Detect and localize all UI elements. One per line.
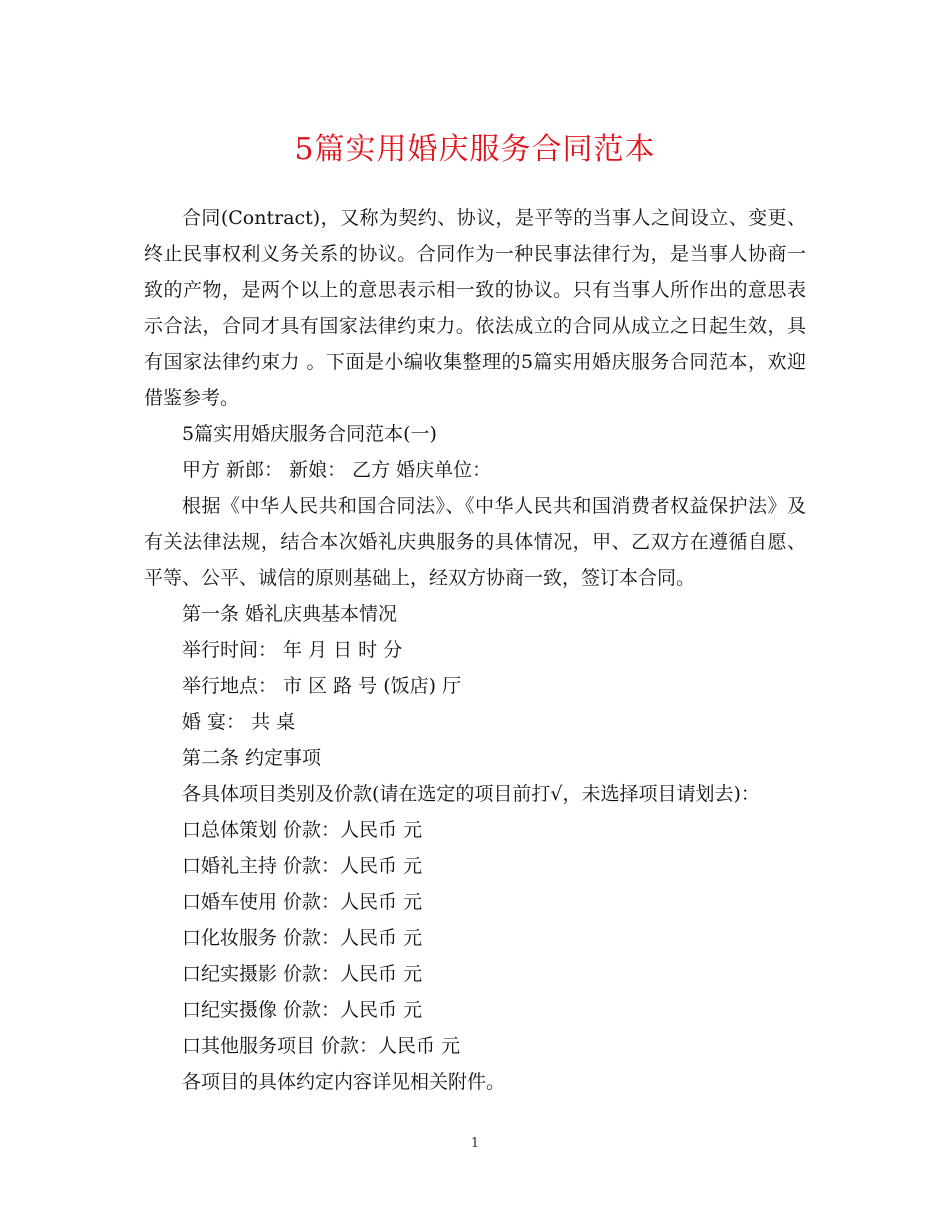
item-line: 口纪实摄影 价款：人民币 元 (182, 963, 423, 985)
section-heading: 5篇实用婚庆服务合同范本(一) (182, 423, 437, 445)
item-line: 口纪实摄像 价款：人民币 元 (182, 999, 423, 1021)
document-title: 5篇实用婚庆服务合同范本 (294, 132, 656, 167)
article1-heading: 第一条 婚礼庆典基本情况 (182, 603, 398, 625)
item-line: 口婚车使用 价款：人民币 元 (182, 891, 423, 913)
time-line: 举行时间： 年 月 日 时 分 (182, 639, 403, 661)
basis-paragraph: 根据《中华人民共和国合同法》、《中华人民共和国消费者权益保护法》及有关法律法规，结合本次婚礼庆典服务的具体情况，甲、乙双方在遵循自愿、平等、公平、诚信的原则基础上，经双方协商一致，签订本合同。 (144, 495, 806, 589)
item-line: 口婚礼主持 价款：人民币 元 (182, 855, 423, 877)
banquet-line: 婚 宴： 共 桌 (182, 711, 296, 733)
item-line: 口其他服务项目 价款：人民币 元 (182, 1035, 461, 1057)
document-body (144, 200, 806, 1100)
article2-heading: 第二条 约定事项 (182, 747, 322, 769)
item-line: 口总体策划 价款：人民币 元 (182, 819, 423, 841)
place-line: 举行地点： 市 区 路 号 (饭店) 厅 (182, 675, 462, 697)
item-line: 口化妆服务 价款：人民币 元 (182, 927, 423, 949)
items-intro: 各具体项目类别及价款(请在选定的项目前打√，未选择项目请划去)： (182, 783, 760, 805)
items-note: 各项目的具体约定内容详见相关附件。 (182, 1071, 506, 1093)
parties-line: 甲方 新郎： 新娘： 乙方 婚庆单位： (182, 459, 492, 481)
page-number: 1 (470, 1136, 480, 1151)
intro-paragraph: 合同(Contract)，又称为契约、协议，是平等的当事人之间设立、变更、终止民事权利义务关系的协议。合同作为一种民事法律行为，是当事人协商一致的产物，是两个以上的意思表示相一致的协议。只有当事人所作出的意思表示合法，合同才具有国家法律约束力。依法成立的合同从成立之日起生效，具有国家法律约束力 。下面是小编收集整理的5篇实用婚庆服务合同范本，欢迎借鉴参考。 (144, 207, 806, 409)
